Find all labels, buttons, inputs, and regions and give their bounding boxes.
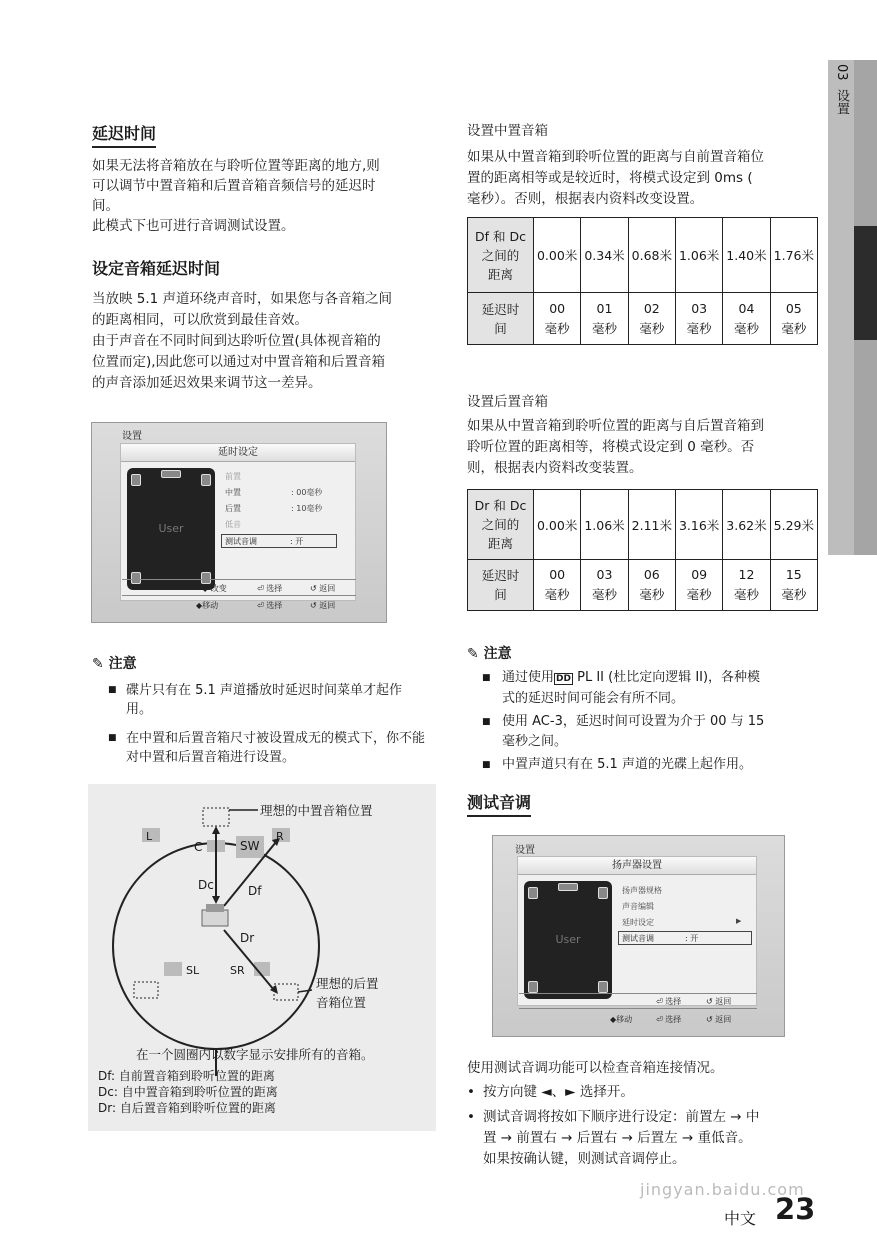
- tv-speaker-graphic: [127, 468, 215, 590]
- hint-change: ◆ 改变: [202, 584, 227, 593]
- chapter-tab-strip: [828, 60, 854, 555]
- table-cell: 03 毫秒: [675, 293, 722, 345]
- speaker-icon: [161, 470, 181, 478]
- table-cell: 1.06米: [675, 218, 722, 293]
- watermark: jingyan.baidu.com: [640, 1180, 805, 1199]
- table-cell: 03 毫秒: [581, 560, 628, 611]
- hint-select: ⏎ 选择: [257, 601, 283, 610]
- menu-item-front: 前置: [225, 472, 241, 481]
- menu-item-rear: 后置: [225, 504, 241, 513]
- bullet-square-icon: ■: [108, 733, 117, 743]
- user-label: User: [158, 522, 184, 535]
- test-tone-heading: 测试音调: [467, 790, 531, 817]
- surround-right-label: SR: [230, 964, 245, 977]
- distance-definitions: Df: 自前置音箱到聆听位置的距离 Dc: 自中置音箱到聆听位置的距离 Dr: 自后置音箱到聆听位置的距离: [98, 1069, 278, 1115]
- table-cell: 3.62米: [723, 490, 770, 560]
- hint-return: ↺ 返回: [706, 1015, 732, 1024]
- note-heading-right: ✎ 注意: [467, 646, 512, 662]
- menu-item-center: 中置: [225, 488, 241, 497]
- table-cell: 06 毫秒: [628, 560, 675, 611]
- step-item: • 测试音调将按如下顺序进行设定：前置左 → 中 置 → 前置右 → 后置右 → 后置左 → 重低音。 如果按确认键，则测试音调停止。: [467, 1109, 760, 1167]
- table-cell: 1.40米: [723, 218, 770, 293]
- divider: [122, 579, 356, 580]
- table-cell: 0.68米: [628, 218, 675, 293]
- speaker-icon: [598, 981, 608, 993]
- chapter-tab-marker: [854, 226, 877, 340]
- footer-language: 中文: [724, 1209, 757, 1228]
- table-cell: 3.16米: [675, 490, 722, 560]
- table-cell: 12 毫秒: [723, 560, 770, 611]
- table-cell: 01 毫秒: [581, 293, 628, 345]
- speaker-placement-diagram: [88, 784, 436, 1131]
- table-cell: 09 毫秒: [675, 560, 722, 611]
- table-header-distance: Df 和 Dc 之间的 距离: [468, 218, 534, 293]
- table-header-delay: 延迟时 间: [468, 293, 534, 345]
- table-cell: 1.76米: [770, 218, 817, 293]
- note-item: ■ 碟片只有在 5.1 声道播放时延迟时间菜单才起作 用。: [108, 683, 402, 717]
- menu-item-sound-edit: 声音编辑: [622, 902, 654, 911]
- speaker-icon: [528, 981, 538, 993]
- ideal-center-label: 理想的中置音箱位置: [260, 803, 373, 818]
- center-speaker-text: 如果从中置音箱到聆听位置的距离与自前置音箱位 置的距离相等或是较近时，将模式设定到 0ms ( 毫秒）。否则，根据表内资料改变设置。: [467, 149, 764, 207]
- front-left-label: L: [146, 830, 153, 843]
- hint-select: ⏎ 选择: [656, 997, 682, 1006]
- menu-item-delay: 延时设定: [622, 918, 654, 927]
- chapter-tab: [828, 60, 877, 555]
- table-cell: 02 毫秒: [628, 293, 675, 345]
- dc-label: Dc: [198, 878, 214, 892]
- rear-speaker-heading: 设置后置音箱: [467, 394, 548, 410]
- note-list-right: [480, 668, 825, 775]
- hint-move: ◆移动: [196, 601, 219, 610]
- divider: [519, 1008, 757, 1009]
- hint-return: ↺ 返回: [706, 997, 732, 1006]
- table-cell: 2.11米: [628, 490, 675, 560]
- arrow-right-icon: ▶: [736, 917, 742, 925]
- table-cell: 15 毫秒: [770, 560, 817, 611]
- pencil-icon: ✎: [467, 646, 479, 662]
- bullet-square-icon: ■: [482, 673, 491, 683]
- screen-title: 设置: [122, 431, 142, 442]
- menu-item-test-tone: 测试音调 : 开: [618, 931, 752, 945]
- speaker-icon: [201, 474, 211, 486]
- panel-title: 扬声器设置: [518, 857, 756, 875]
- step-item: • 按方向键 ◄、► 选择开。: [467, 1084, 634, 1100]
- note-list-left: [106, 681, 446, 767]
- hint-select: ⏎ 选择: [257, 584, 283, 593]
- df-label: Df: [248, 884, 262, 898]
- table-cell: 00 毫秒: [534, 560, 581, 611]
- note-heading-left: ✎ 注意: [92, 656, 137, 672]
- chapter-label: 03 设置: [834, 64, 849, 115]
- note-item: ■ 通过使用 DD PL II (杜比定向逻辑 II)，各种模 式的延迟时间可能会有所不同。: [482, 670, 761, 706]
- note-item: ■ 使用 AC-3，延迟时间可设置为介于 00 与 15 毫秒之间。: [482, 714, 765, 749]
- speaker-icon: [558, 883, 578, 891]
- divider: [122, 595, 356, 596]
- note-item: ■ 在中置和后置音箱尺寸被设置成无的模式下，你不能 对中置和后置音箱进行设置。: [108, 731, 426, 765]
- table-cell: 5.29米: [770, 490, 817, 560]
- bullet-dot-icon: •: [467, 1109, 475, 1125]
- delay-settings-screenshot: [91, 422, 387, 623]
- dr-label: Dr: [240, 931, 255, 945]
- bullet-square-icon: ■: [482, 717, 491, 727]
- user-label: User: [555, 933, 581, 946]
- delay-settings-panel: [120, 443, 356, 601]
- table-cell: 05 毫秒: [770, 293, 817, 345]
- center-delay-table: [467, 217, 818, 345]
- speaker-icon: [131, 572, 141, 584]
- screen-title: 设置: [515, 845, 535, 856]
- hint-select: ⏎ 选择: [656, 1015, 682, 1024]
- rear-speaker-text: 如果从中置音箱到聆听位置的距离与自后置音箱到 聆听位置的距离相等，将模式设定到 0 毫秒。否 则，根据表内资料改变装置。: [467, 418, 764, 476]
- hint-return: ↺ 返回: [310, 584, 336, 593]
- set-delay-heading: 设定音箱延迟时间: [92, 259, 221, 278]
- ideal-rear-label: 理想的后置 音箱位置: [316, 976, 379, 1010]
- menu-value-rear: : 10毫秒: [291, 504, 323, 513]
- menu-value-center: : 00毫秒: [291, 488, 323, 497]
- center-speaker-heading: 设置中置音箱: [467, 123, 548, 139]
- table-cell: 0.34米: [581, 218, 628, 293]
- table-header-distance: Dr 和 Dc 之间的 距离: [468, 490, 534, 560]
- speaker-icon: [528, 887, 538, 899]
- table-cell: 04 毫秒: [723, 293, 770, 345]
- menu-item-speaker-spec: 扬声器规格: [622, 886, 662, 895]
- diagram-caption: 在一个圆圈内以数字显示安排所有的音箱。: [136, 1047, 374, 1062]
- bullet-square-icon: ■: [108, 685, 117, 695]
- hint-return: ↺ 返回: [310, 601, 336, 610]
- table-cell: 00 毫秒: [534, 293, 581, 345]
- table-header-delay: 延迟时 间: [468, 560, 534, 611]
- speaker-icon: [598, 887, 608, 899]
- speaker-settings-panel: [517, 856, 757, 1006]
- bullet-dot-icon: •: [467, 1084, 475, 1100]
- table-cell: 0.00米: [534, 218, 581, 293]
- hint-move: ◆移动: [610, 1015, 633, 1024]
- subwoofer-label: SW: [240, 839, 260, 853]
- pencil-icon: ✎: [92, 656, 104, 672]
- speaker-settings-screenshot: [492, 835, 785, 1037]
- set-delay-text: 当放映 5.1 声道环绕声音时，如果您与各音箱之间 的距离相同，可以欣赏到最佳音效。 由于声音在不同时间到达聆听位置(具体视音箱的 位置而定),因此您可以通过对中置音箱和后置音箱 的声音添加延迟效果来调节这一差异。: [92, 291, 393, 391]
- dolby-logo-icon: DD: [556, 674, 571, 684]
- page-number: 23: [775, 1192, 816, 1226]
- tv-speaker-graphic: [524, 881, 612, 999]
- test-tone-intro: 使用测试音调功能可以检查音箱连接情况。: [467, 1060, 724, 1076]
- note-item: ■ 中置声道只有在 5.1 声道的光碟上起作用。: [480, 755, 825, 775]
- test-tone-steps: [467, 1082, 819, 1170]
- table-cell: 0.00米: [534, 490, 581, 560]
- divider: [519, 993, 757, 994]
- menu-item-test-tone: 测试音调 : 开: [221, 534, 337, 548]
- speaker-icon: [131, 474, 141, 486]
- surround-left-label: SL: [186, 964, 200, 977]
- front-right-label: R: [276, 830, 284, 843]
- panel-title: 延时设定: [121, 444, 355, 462]
- center-label: C: [194, 840, 203, 854]
- rear-delay-table: [467, 489, 818, 611]
- bullet-square-icon: ■: [482, 760, 491, 770]
- delay-heading: 延迟时间: [92, 121, 156, 148]
- delay-intro: 如果无法将音箱放在与聆听位置等距离的地方,则 可以调节中置音箱和后置音箱音频信号的延迟时 间。 此模式下也可进行音调测试设置。: [92, 158, 380, 234]
- menu-item-sub: 低音: [225, 520, 241, 529]
- table-cell: 1.06米: [581, 490, 628, 560]
